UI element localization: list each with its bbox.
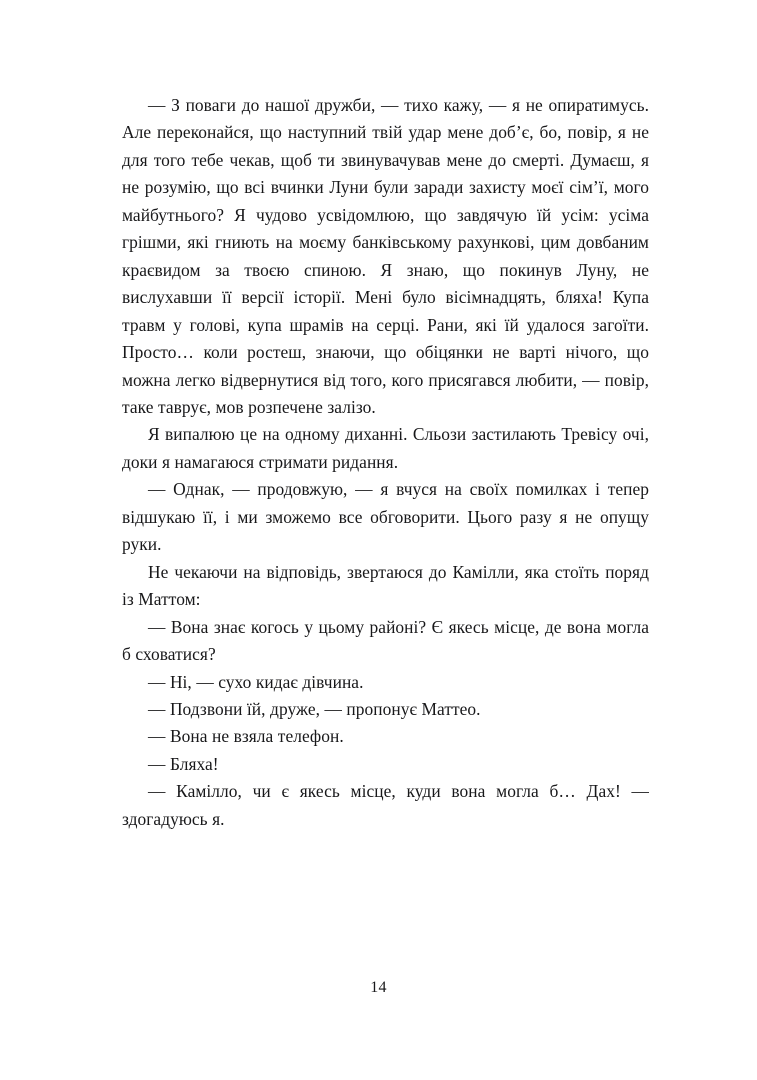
paragraph: — Однак, — продовжую, — я вчуся на своїх помилках і тепер відшукаю її, і ми зможемо все обговорити. Цього разу я не опущу руки. — [122, 479, 649, 555]
paragraph: — Камілло, чи є якесь місце, куди вона могла б… Дах! — здогадуюсь я. — [122, 781, 649, 829]
paragraph: — Вона не взяла телефон. — [148, 726, 344, 747]
paragraph: — Бляха! — [148, 753, 219, 774]
paragraph: Я випалюю це на одному диханні. Сльози застилають Тревісу очі, доки я намагаюся стримати ридання. — [122, 424, 649, 472]
paragraph: — Вона знає когось у цьому районі? Є якесь місце, де вона могла б сховатися? — [122, 616, 649, 665]
paragraph: — Ні, — сухо кидає дівчина. — [148, 671, 364, 692]
page-text-block — [122, 92, 649, 833]
paragraph: — З поваги до нашої дружби, — тихо кажу, — я не опиратимусь. Але переконайся, що наступний твій удар мене доб’є, бо, повір, я не для того тебе чекав, щоб ти звинувачував мене до смерті. Думаєш, я не розумію, що всі вчинки Луни були заради захисту моєї сім’ї, мого майбутнього? Я чудово усвідомлюю, що завдячую їй усім: усіма грішми, які гниють на моєму банківському рахункові, цим довбаним краєвидом за твоєю спиною. Я знаю, що покинув Луну, не вислухавши її версії історії. Мені було вісімнадцять, бляха! Купа травм у голові, купа шрамів на серці. Рани, які їй удалося загоїти. Просто… коли ростеш, знаючи, що обіцянки не варті нічого, що можна легко відвернутися від того, кого присягався любити, — повір, таке таврує, мов розпечене залізо. — [122, 95, 649, 417]
paragraph: — Подзвони їй, друже, — пропонує Маттео. — [148, 698, 481, 719]
paragraph: Не чекаючи на відповідь, звертаюся до Камілли, яка стоїть поряд із Маттом: — [122, 561, 649, 610]
page-number: 14 — [370, 979, 387, 996]
